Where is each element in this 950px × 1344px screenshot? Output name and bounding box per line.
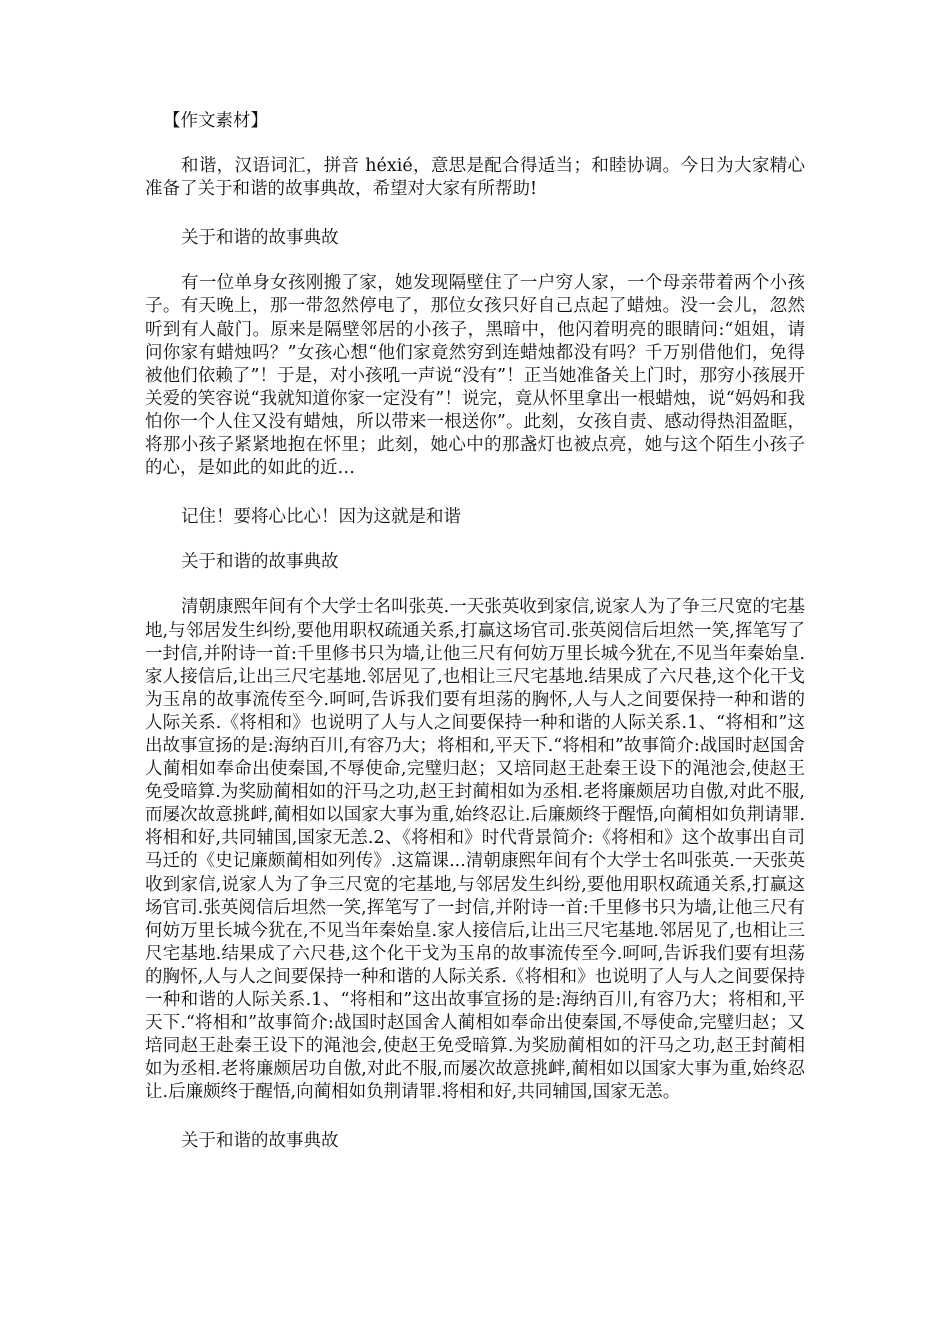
section-heading-1: 关于和谐的故事典故	[181, 228, 339, 249]
intro-paragraph: 和谐，汉语词汇，拼音 héxié，意思是配合得适当；和睦协调。今日为大家精心准备了关于和谐的故事典故，希望对大家有所帮助!	[145, 156, 805, 200]
story-paragraph-2: 清朝康熙年间有个大学士名叫张英.一天张英收到家信,说家人为了争三尺宽的宅基地,与邻居发生纠纷,要他用职权疏通关系,打赢这场官司.张英阅信后坦然一笑,挥笔写了一封信,并附诗一首:千里修书只为墙,让他三尺有何妨万里长城今犹在,不见当年秦始皇.家人接信后,让出三尺宅基地.邻居见了,也相让三尺宅基地.结果成了六尺巷,这个化干戈为玉帛的故事流传至今.呵呵,告诉我们要有坦荡的胸怀,人与人之间要保持一种和谐的人际关系.《将相和》也说明了人与人之间要保持一种和谐的人际关系.1、“将相和”这出故事宣扬的是:海纳百川,有容乃大；将相和,平天下.“将相和”故事简介:战国时赵国舍人蔺相如奉命出使秦国,不辱使命,完璧归赵；又培同赵王赴秦王设下的渑池会,使赵王免受暗算.为奖励蔺相如的汗马之功,赵王封蔺相如为丞相.老将廉颇居功自傲,对此不服,而屡次故意挑衅,蔺相如以国家大事为重,始终忍让.后廉颇终于醒悟,向蔺相如负荆请罪.将相和好,共同辅国,国家无恙.2、《将相和》时代背景简介:《将相和》这个故事出自司马迁的《史记廉颇蔺相如列传》.这篇课...清朝康熙年间有个大学士名叫张英.一天张英收到家信,说家人为了争三尺宽的宅基地,与邻居发生纠纷,要他用职权疏通关系,打赢这场官司.张英阅信后坦然一笑,挥笔写了一封信,并附诗一首:千里修书只为墙,让他三尺有何妨万里长城今犹在,不见当年秦始皇.家人接信后,让出三尺宅基地.邻居见了,也相让三尺宅基地.结果成了六尺巷,这个化干戈为玉帛的故事流传至今.呵呵,告诉我们要有坦荡的胸怀,人与人之间要保持一种和谐的人际关系.《将相和》也说明了人与人之间要保持一种和谐的人际关系.1、“将相和”这出故事宣扬的是:海纳百川,有容乃大；将相和,平天下.“将相和”故事简介:战国时赵国舍人蔺相如奉命出使秦国,不辱使命,完璧归赵；又培同赵王赴秦王设下的渑池会,使赵王免受暗算.为奖励蔺相如的汗马之功,赵王封蔺相如为丞相.老将廉颇居功自傲,对此不服,而屡次故意挑衅,蔺相如以国家大事为重,始终忍让.后廉颇终于醒悟,向蔺相如负荆请罪.将相和好,共同辅国,国家无恙。	[145, 597, 805, 1103]
section-heading-2: 关于和谐的故事典故	[181, 552, 339, 573]
material-tag: 【作文素材】	[163, 111, 268, 131]
document-page	[145, 110, 805, 1176]
conclusion-line: 记住！要将心比心！因为这就是和谐	[181, 507, 461, 528]
story-paragraph-1: 有一位单身女孩刚搬了家，她发现隔壁住了一户穷人家，一个母亲带着两个小孩子。有天晚上，那一带忽然停电了，那位女孩只好自己点起了蜡烛。没一会儿，忽然听到有人敲门。原来是隔壁邻居的小孩子，黑暗中，他闪着明亮的眼睛问:“姐姐，请问你家有蜡烛吗？”女孩心想“他们家竟然穷到连蜡烛都没有吗？千万别借他们，免得被他们依赖了”！于是，对小孩吼一声说“没有”！正当她准备关上门时，那穷小孩展开关爱的笑容说“我就知道你家一定没有”！说完，竟从怀里拿出一根蜡烛，说“妈妈和我怕你一个人住又没有蜡烛，所以带来一根送你”。此刻，女孩自责、感动得热泪盈眶，将那小孩子紧紧地抱在怀里；此刻，她心中的那盏灯也被点亮，她与这个陌生小孩子的心，是如此的如此的近…	[145, 273, 805, 479]
section-heading-3: 关于和谐的故事典故	[181, 1131, 339, 1152]
